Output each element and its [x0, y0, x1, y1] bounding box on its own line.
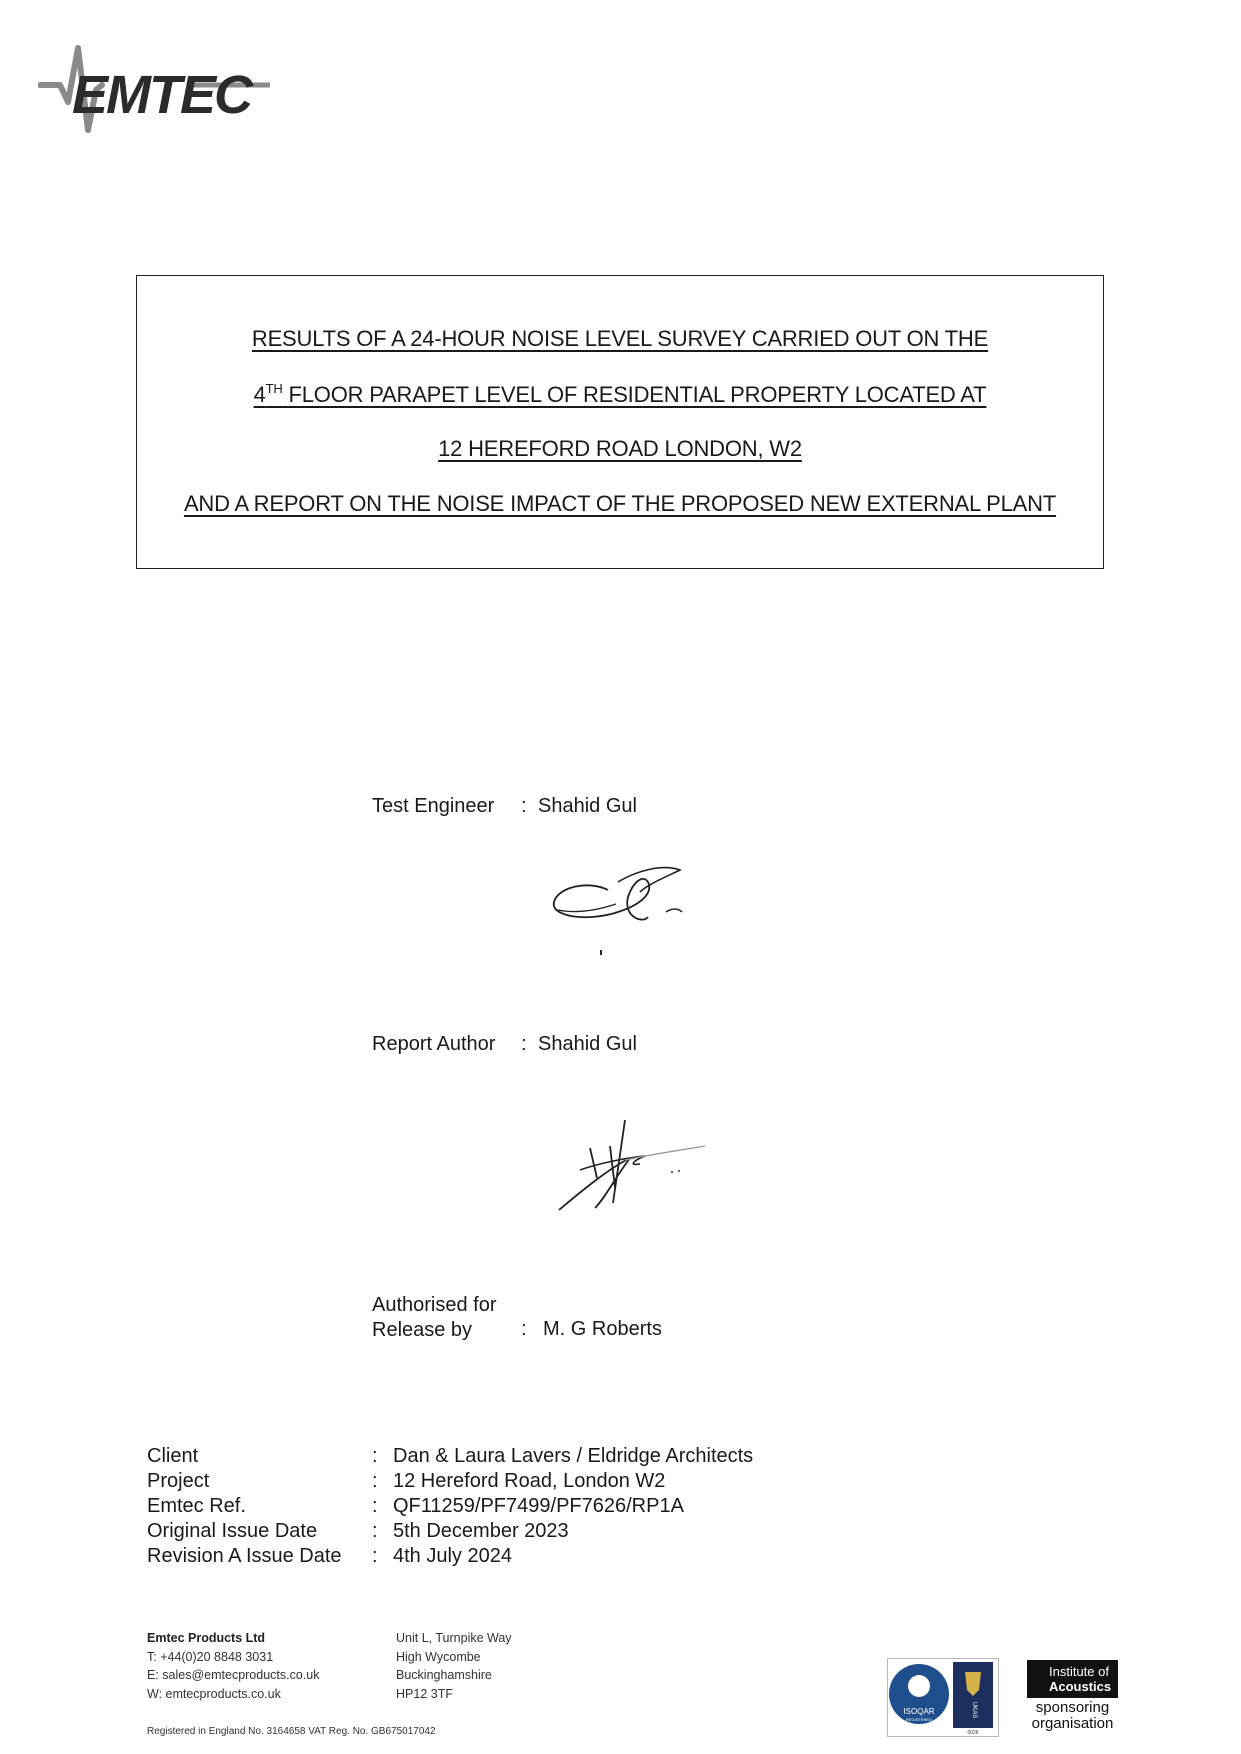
details-row-project [147, 1469, 753, 1494]
ioa-line-2: Acoustics [1049, 1679, 1112, 1694]
authorised-colon: : [521, 1318, 527, 1340]
title-floor-suffix: TH [265, 381, 283, 396]
authorised-label-line-1: Authorised for [372, 1294, 497, 1316]
details-value: 4th July 2024 [393, 1545, 512, 1567]
details-colon: : [372, 1520, 378, 1542]
isoqar-sub: REGISTERED [905, 1717, 933, 1722]
sponsor-line-1: sponsoring [1035, 1699, 1110, 1716]
institute-of-acoustics-logo [1027, 1660, 1118, 1698]
title-line-1: RESULTS OF A 24-HOUR NOISE LEVEL SURVEY CARRIED OUT ON THE [251, 326, 989, 351]
report-author-signature [555, 1118, 715, 1223]
ioa-line-1: Institute of [1049, 1664, 1109, 1679]
footer-email[interactable]: E: sales@emtecproducts.co.uk [147, 1668, 320, 1682]
test-engineer-signature [548, 862, 688, 967]
footer-address-line: Buckinghamshire [396, 1668, 492, 1682]
authorised-label-line-2: Release by [372, 1319, 473, 1341]
title-line-4: AND A REPORT ON THE NOISE IMPACT OF THE PROPOSED NEW EXTERNAL PLANT [183, 491, 1057, 516]
details-value: 5th December 2023 [393, 1520, 569, 1542]
title-line-2 [137, 381, 1103, 408]
isoqar-ukas-badge [887, 1658, 999, 1745]
footer-address-line: Unit L, Turnpike Way [396, 1631, 512, 1645]
report-author-label: Report Author [372, 1033, 496, 1055]
test-engineer-name: Shahid Gul [538, 795, 637, 817]
report-title-box [136, 275, 1104, 569]
details-colon: : [372, 1545, 378, 1567]
footer-address [396, 1629, 512, 1703]
title-line-2-rest: FLOOR PARAPET LEVEL OF RESIDENTIAL PROPERTY LOCATED AT [282, 382, 987, 407]
sponsor-line-2: organisation [1031, 1715, 1114, 1732]
details-colon: : [372, 1495, 378, 1517]
sponsoring-organisation-label [1027, 1700, 1118, 1732]
details-label: Project [147, 1470, 210, 1492]
details-row-emtec-ref [147, 1494, 753, 1519]
footer-website[interactable]: W: emtecproducts.co.uk [147, 1686, 281, 1701]
details-row-revision-a-issue-date [147, 1544, 753, 1569]
footer-phone: T: +44(0)20 8848 3031 [147, 1649, 274, 1664]
emtec-logo [38, 40, 278, 135]
footer-address-line: HP12 3TF [396, 1686, 453, 1701]
details-label: Revision A Issue Date [147, 1545, 342, 1567]
details-colon: : [372, 1445, 378, 1467]
logo-text: EMTEC [72, 65, 251, 125]
isoqar-label: ISOQAR [903, 1707, 935, 1716]
report-author-colon: : [521, 1033, 527, 1055]
details-value: QF11259/PF7499/PF7626/RP1A [393, 1495, 684, 1517]
details-label: Emtec Ref. [147, 1495, 246, 1517]
authorised-name: M. G Roberts [543, 1318, 662, 1340]
title-floor-number: 4 [253, 382, 266, 407]
footer-contact [147, 1629, 320, 1703]
title-line-3: 12 HEREFORD ROAD LONDON, W2 [438, 436, 802, 461]
footer-registration: Registered in England No. 3164658 VAT Reg. No. GB675017042 [147, 1726, 436, 1737]
footer-company-name: Emtec Products Ltd [147, 1631, 266, 1645]
details-colon: : [372, 1470, 378, 1492]
ukas-number: 0026 [967, 1730, 979, 1736]
authorised-label [372, 1293, 497, 1343]
footer-address-line: High Wycombe [396, 1649, 481, 1664]
report-author-name: Shahid Gul [538, 1033, 637, 1055]
test-engineer-label: Test Engineer [372, 795, 495, 817]
details-row-client [147, 1444, 753, 1469]
test-engineer-colon: : [521, 795, 527, 817]
details-label: Original Issue Date [147, 1520, 318, 1542]
ukas-label: UKAS [971, 1701, 977, 1719]
details-label: Client [147, 1445, 199, 1467]
project-details [147, 1444, 753, 1569]
details-value: Dan & Laura Lavers / Eldridge Architects [393, 1445, 754, 1467]
details-value: 12 Hereford Road, London W2 [393, 1470, 666, 1492]
details-row-original-issue-date [147, 1519, 753, 1544]
